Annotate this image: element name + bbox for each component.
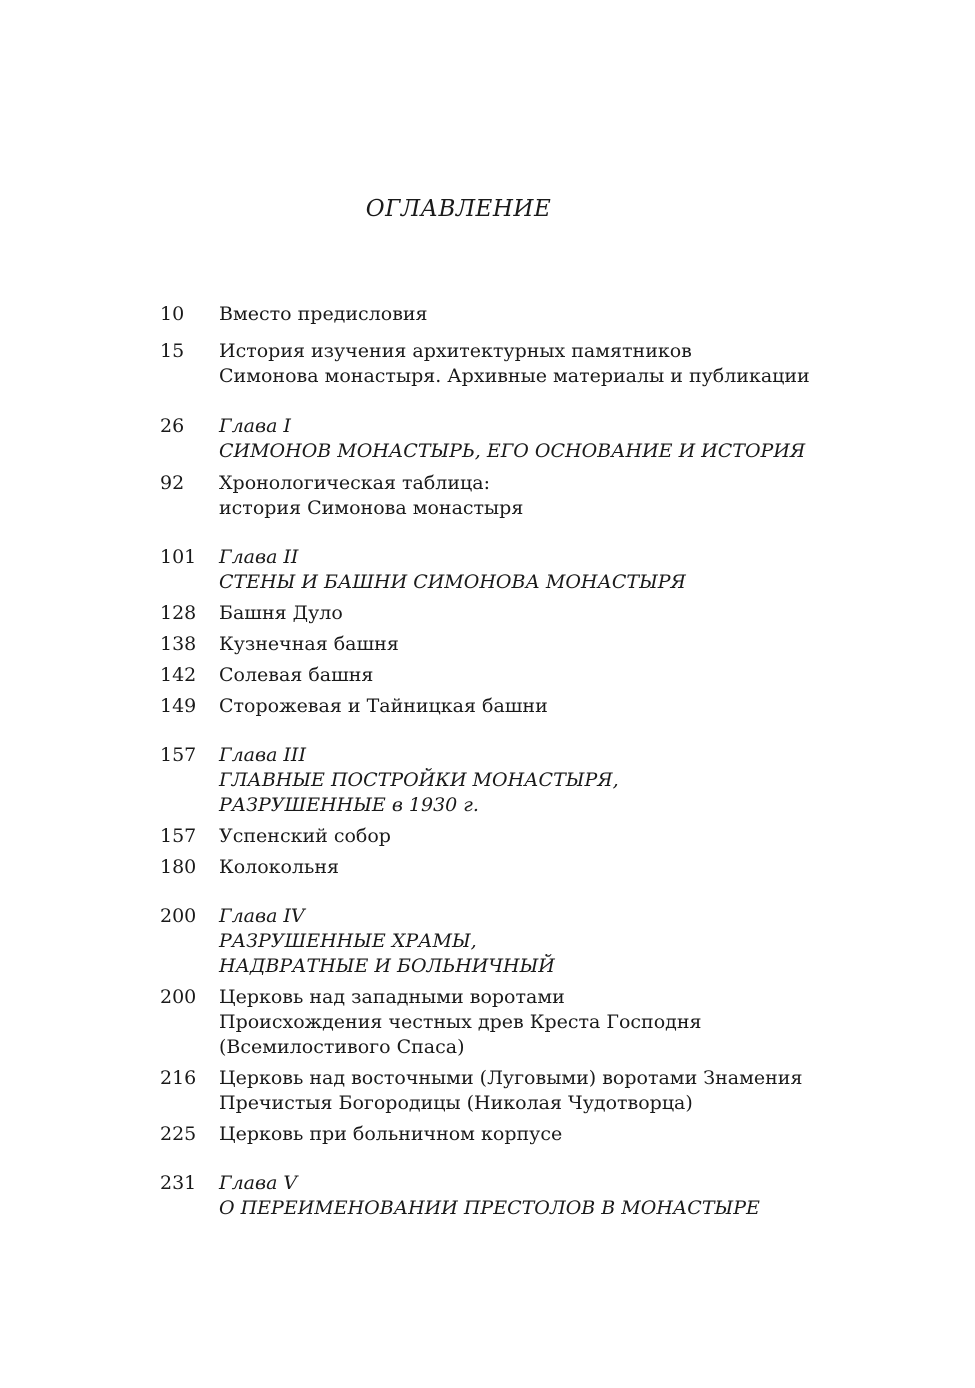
chapter-title: СТЕНЫ И БАШНИ СИМОНОВА МОНАСТЫРЯ xyxy=(219,571,686,593)
page-number: 157 xyxy=(160,744,197,766)
chapter-title: СИМОНОВ МОНАСТЫРЬ, ЕГО ОСНОВАНИЕ И ИСТОРИЯ xyxy=(219,440,806,462)
entry-line: Кузнечная башня xyxy=(219,633,399,655)
entry-text xyxy=(219,302,860,327)
entry-text xyxy=(219,1122,860,1147)
entry-line: Солевая башня xyxy=(219,664,374,686)
entry-line: Происхождения честных древ Креста Господня xyxy=(219,1011,702,1033)
entry-text xyxy=(219,545,860,595)
entry-line: История изучения архитектурных памятников xyxy=(219,340,692,362)
toc-entry xyxy=(160,694,860,719)
chapter-title: РАЗРУШЕННЫЕ ХРАМЫ, xyxy=(219,930,477,952)
entry-line: Колокольня xyxy=(219,856,340,878)
toc-entry xyxy=(160,663,860,688)
toc-entry xyxy=(160,1122,860,1147)
page-number: 92 xyxy=(160,472,185,494)
chapter-label: Глава II xyxy=(219,546,299,568)
toc-entries xyxy=(160,302,860,1221)
chapter-label: Глава I xyxy=(219,415,291,437)
page-number: 128 xyxy=(160,602,197,624)
entry-line: Симонова монастыря. Архивные материалы и публикации xyxy=(219,365,810,387)
entry-text xyxy=(219,632,860,657)
entry-text xyxy=(219,694,860,719)
toc-entry xyxy=(160,339,860,389)
entry-line: Церковь при больничном корпусе xyxy=(219,1123,563,1145)
toc-chapter-entry xyxy=(160,904,860,979)
entry-line: Хронологическая таблица: xyxy=(219,472,490,494)
entry-text xyxy=(219,904,860,979)
chapter-label: Глава V xyxy=(219,1172,298,1194)
chapter-label: Глава III xyxy=(219,744,306,766)
chapter-title: НАДВРАТНЫЕ И БОЛЬНИЧНЫЙ xyxy=(219,955,555,977)
entry-line: Церковь над западными воротами xyxy=(219,986,565,1008)
entry-line: Успенский собор xyxy=(219,825,391,847)
entry-text xyxy=(219,414,860,464)
chapter-label: Глава IV xyxy=(219,905,305,927)
entry-text xyxy=(219,824,860,849)
entry-line: Церковь над восточными (Луговыми) воротами Знамения xyxy=(219,1067,803,1089)
page-number: 142 xyxy=(160,664,197,686)
toc-entry xyxy=(160,471,860,521)
toc-entry xyxy=(160,985,860,1060)
entry-line: история Симонова монастыря xyxy=(219,497,524,519)
entry-text xyxy=(219,985,860,1060)
entry-line: Пречистыя Богородицы (Николая Чудотворца) xyxy=(219,1092,693,1114)
entry-text xyxy=(219,471,860,521)
toc-chapter-entry xyxy=(160,545,860,595)
toc-chapter-entry xyxy=(160,1171,860,1221)
page-number: 10 xyxy=(160,303,185,325)
page-number: 216 xyxy=(160,1067,197,1089)
page-number: 231 xyxy=(160,1172,197,1194)
entry-text xyxy=(219,855,860,880)
page-number: 200 xyxy=(160,905,197,927)
entry-text xyxy=(219,743,860,818)
page-number: 200 xyxy=(160,986,197,1008)
toc-title: ОГЛАВЛЕНИЕ xyxy=(365,196,552,222)
page-number: 138 xyxy=(160,633,197,655)
page-number: 149 xyxy=(160,695,197,717)
entry-text xyxy=(219,339,860,389)
page-number: 26 xyxy=(160,415,185,437)
page-number: 180 xyxy=(160,856,197,878)
entry-line: Башня Дуло xyxy=(219,602,343,624)
entry-line: Сторожевая и Тайницкая башни xyxy=(219,695,548,717)
page-number: 15 xyxy=(160,340,185,362)
page-number: 225 xyxy=(160,1123,197,1145)
page-number: 101 xyxy=(160,546,197,568)
entry-text xyxy=(219,1171,860,1221)
toc-entry xyxy=(160,824,860,849)
toc-entry xyxy=(160,1066,860,1116)
page-number: 157 xyxy=(160,825,197,847)
entry-text xyxy=(219,663,860,688)
entry-line: Вместо предисловия xyxy=(219,303,428,325)
chapter-title: О ПЕРЕИМЕНОВАНИИ ПРЕСТОЛОВ В МОНАСТЫРЕ xyxy=(219,1197,760,1219)
chapter-title: РАЗРУШЕННЫЕ в 1930 г. xyxy=(219,794,479,816)
toc-entry xyxy=(160,632,860,657)
toc-entry xyxy=(160,855,860,880)
entry-line: (Всемилостивого Спаса) xyxy=(219,1036,465,1058)
toc-chapter-entry xyxy=(160,414,860,464)
toc-chapter-entry xyxy=(160,743,860,818)
entry-text xyxy=(219,1066,860,1116)
chapter-title: ГЛАВНЫЕ ПОСТРОЙКИ МОНАСТЫРЯ, xyxy=(219,769,619,791)
toc-entry xyxy=(160,302,860,327)
entry-text xyxy=(219,601,860,626)
toc-entry xyxy=(160,601,860,626)
